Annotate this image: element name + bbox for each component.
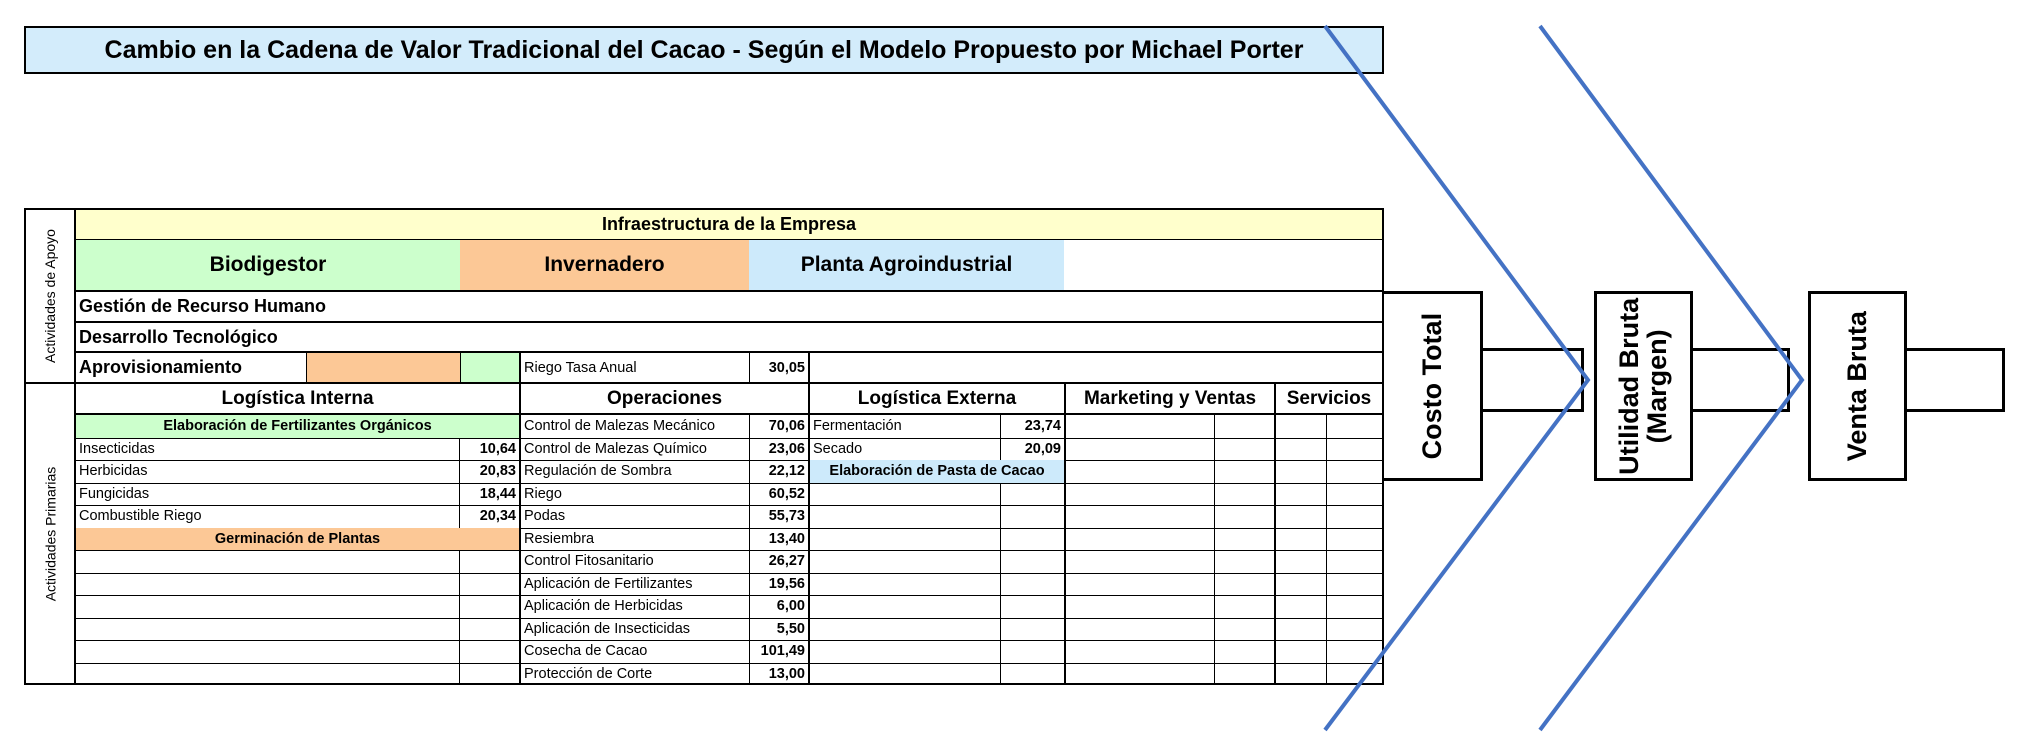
li-item-value: 10,64 — [479, 440, 516, 457]
ops-item-value: 19,56 — [768, 575, 805, 592]
primary-activities-label: Actividades Primarias — [42, 466, 59, 601]
ops-item-label: Protección de Corte — [524, 665, 653, 682]
le-item-label: Fermentación — [813, 418, 902, 435]
aprovisionamiento-label: Aprovisionamiento — [79, 357, 243, 377]
ops-item-value: 70,06 — [768, 418, 805, 435]
ops-item-value: 23,06 — [768, 440, 805, 457]
ops-item-value: 6,00 — [776, 598, 805, 615]
utilidad-bruta-label: Utilidad Bruta (Margen) — [1614, 297, 1673, 475]
ops-item-value: 55,73 — [768, 508, 805, 525]
riego-tasa-label: Riego Tasa Anual — [524, 359, 637, 376]
ops-item-label: Control de Malezas Mecánico — [524, 418, 716, 435]
ops-item-label: Riego — [524, 485, 562, 502]
costo-total-label: Costo Total — [1416, 312, 1447, 460]
ops-item-label: Aplicación de Insecticidas — [524, 620, 691, 637]
invernadero-cell: Invernadero — [460, 240, 749, 290]
page-title: Cambio en la Cadena de Valor Tradicional del Cacao - Según el Modelo Propuesto por Michael Porter — [24, 26, 1384, 74]
ops-item-value: 13,00 — [768, 665, 805, 682]
chevron-line-1 — [1325, 26, 1588, 730]
header-operaciones: Operaciones — [606, 387, 723, 409]
rrhh-row: Gestión de Recurso Humano — [79, 296, 327, 316]
ops-item-value: 101,49 — [760, 643, 805, 660]
li-item-value: 20,34 — [479, 508, 516, 525]
li-item-value: 20,83 — [479, 463, 516, 480]
li-item-value: 18,44 — [479, 485, 516, 502]
support-activities-label: Actividades de Apoyo — [42, 229, 58, 363]
header-logistica-interna: Logística Interna — [221, 387, 374, 409]
ops-item-label: Aplicación de Fertilizantes — [524, 575, 693, 592]
li-section-fertilizantes: Elaboración de Fertilizantes Orgánicos — [76, 415, 519, 438]
infraestructura-row: Infraestructura de la Empresa — [76, 210, 1382, 239]
ops-item-value: 22,12 — [768, 463, 805, 480]
ops-item-label: Cosecha de Cacao — [524, 643, 648, 660]
le-item-value: 23,74 — [1024, 418, 1061, 435]
le-item-label: Secado — [813, 440, 863, 457]
ops-item-label: Podas — [524, 508, 566, 525]
ops-item-value: 13,40 — [768, 530, 805, 547]
ops-item-label: Control Fitosanitario — [524, 553, 654, 570]
chevron-line-2 — [1540, 26, 1802, 730]
header-marketing: Marketing y Ventas — [1083, 387, 1257, 409]
ops-item-value: 5,50 — [776, 620, 805, 637]
header-servicios: Servicios — [1286, 387, 1372, 409]
li-item-label: Fungicidas — [79, 485, 150, 502]
biodigestor-cell: Biodigestor — [76, 240, 460, 290]
li-section-germinacion: Germinación de Plantas — [76, 528, 519, 551]
ops-item-label: Aplicación de Herbicidas — [524, 598, 683, 615]
tecnologia-row: Desarrollo Tecnológico — [79, 326, 278, 347]
li-item-label: Herbicidas — [79, 463, 148, 480]
le-item-value: 20,09 — [1024, 440, 1061, 457]
ops-item-value: 26,27 — [768, 553, 805, 570]
planta-agroindustrial-cell: Planta Agroindustrial — [749, 240, 1064, 290]
ops-item-label: Resiembra — [524, 530, 595, 547]
header-logistica-externa: Logística Externa — [857, 387, 1017, 409]
li-item-label: Insecticidas — [79, 440, 155, 457]
li-item-label: Combustible Riego — [79, 508, 202, 525]
le-section-pasta: Elaboración de Pasta de Cacao — [810, 460, 1064, 483]
ops-item-label: Regulación de Sombra — [524, 463, 672, 480]
venta-bruta-label: Venta Bruta — [1842, 310, 1873, 462]
riego-tasa-value: 30,05 — [768, 359, 805, 376]
ops-item-label: Control de Malezas Químico — [524, 440, 707, 457]
ops-item-value: 60,52 — [768, 485, 805, 502]
